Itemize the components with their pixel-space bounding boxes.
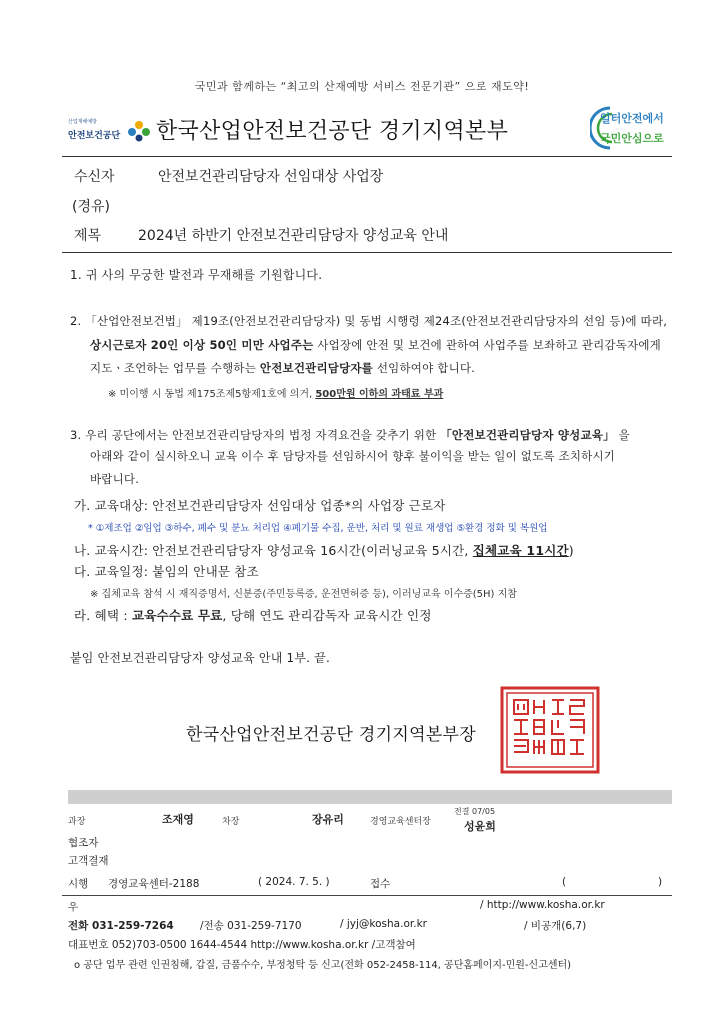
approver-3-name: 성윤희: [464, 820, 496, 833]
postal-label: 우: [68, 901, 79, 913]
receipt-paren-close: ): [658, 876, 663, 888]
seal-stamp-icon: [500, 686, 600, 774]
paragraph-3-line1-a: 3. 우리 공단에서는 안전보건관리담당자의 법정 자격요건을 갖추기 위한: [70, 428, 441, 442]
course-name: 「안전보건관리담당자 양성교육」: [440, 428, 615, 442]
item-na-a: 나. 교육시간: 안전보건관리담당자 양성교육 16시간(이러닝교육 5시간,: [74, 543, 473, 558]
penalty-amount: 500만원 이하의 과태료 부과: [315, 389, 444, 400]
footer-divider: [62, 895, 672, 896]
report-center-line: o 공단 업무 관련 인권침해, 갑질, 금품수수, 부정청탁 등 신고(전화 052-2458-114, 공단홈페이지-민원-신고센터): [74, 960, 572, 971]
item-ra-a: 라. 혜택 :: [74, 608, 132, 623]
logo-subtitle: 산업재해예방: [68, 119, 97, 125]
subject-divider: [62, 252, 672, 253]
cross-logo-icon: [126, 120, 152, 142]
paragraph-1: 1. 귀 사의 무궁한 발전과 무재해를 기원합니다.: [70, 268, 323, 282]
item-ga-target: 가. 교육대상: 안전보건관리담당자 선임대상 업종*의 사업장 근로자: [74, 498, 446, 513]
sender-name: 한국산업안전보건공단 경기지역본부장: [186, 725, 476, 745]
execution-date: ( 2024. 7. 5. ): [258, 876, 330, 888]
badge-line2: 국민안심으로: [600, 132, 664, 145]
paragraph-3-line3: 바랍니다.: [90, 472, 140, 486]
receipt-paren-open: (: [562, 876, 567, 888]
representative-line: 대표번호 052)703-0500 1644-4544 http://www.kosha.or.kr /고객참여: [68, 939, 416, 951]
approval-bar: [68, 790, 672, 804]
item-da-schedule: 다. 교육일정: 붙임의 안내문 참조: [74, 564, 259, 579]
kosha-logo: [68, 118, 156, 144]
paragraph-2-line2-rest: 사업장에 안전 및 보건에 관하여 사업주를 보좌하고 관리감독자에게: [313, 338, 661, 352]
paragraph-3-line2: 아래와 같이 실시하오니 교육 이수 후 담당자를 선임하시어 향후 불이익을 받는 일이 없도록 조치하시기: [90, 449, 616, 463]
approver-3-title: 경영교육센터장: [370, 817, 431, 827]
disclosure-status: / 비공개(6,7): [524, 920, 587, 932]
execution-number: 경영교육센터-2188: [108, 878, 200, 890]
item-na-c: ): [568, 543, 574, 558]
documents-note: ※ 집체교육 참석 시 재직증명서, 신분증(주민등록증, 운전면허증 등), 이러닝교육 이수증(5H) 지참: [90, 589, 517, 600]
via-label: (경유): [72, 199, 110, 215]
industry-list-note: * ①제조업 ②임업 ③하수, 폐수 및 분뇨 처리업 ④폐기물 수집, 운반, 처리 및 원료 재생업 ⑤환경 정화 및 복원업: [88, 523, 548, 534]
offline-hours: 집체교육 11시간: [472, 543, 569, 558]
recipient-value: 안전보건관리담당자 선임대상 사업장: [158, 169, 384, 185]
execution-label: 시행: [68, 878, 89, 890]
email-link[interactable]: / jyj@kosha.or.kr: [340, 918, 427, 930]
item-na-hours: [74, 541, 574, 559]
paragraph-2-line3: [90, 360, 475, 376]
final-approval-note: 전결 07/05: [454, 807, 496, 816]
employer-requirement: 상시근로자 20인 이상 50인 미만 사업주는: [90, 338, 314, 352]
paragraph-2-line3-b: 안전보건관리담당자를: [259, 361, 373, 375]
badge-line1: 일터안전에서: [600, 112, 664, 125]
recipient-label: 수신자: [74, 169, 115, 185]
item-ra-benefit: [74, 606, 432, 624]
paragraph-3-line1-c: 을: [614, 428, 630, 442]
cooperator-label: 협조자: [68, 837, 99, 849]
approver-1-title: 과장: [68, 817, 86, 827]
approver-1-name: 조재영: [162, 813, 194, 826]
penalty-note-a: ※ 미이행 시 동법 제175조제5항제1호에 의거,: [108, 389, 316, 400]
subject-label: 제목: [74, 228, 102, 244]
receipt-label: 접수: [370, 878, 391, 890]
free-fee: 교육수수료 무료: [131, 608, 223, 623]
fax-number: /전송 031-259-7170: [200, 920, 302, 932]
approver-2-name: 장유리: [312, 813, 344, 826]
paragraph-2-line3-a: 지도ㆍ조언하는 업무를 수행하는: [90, 361, 260, 375]
item-ra-c: , 당해 연도 관리감독자 교육시간 인정: [222, 608, 432, 623]
slogan: 국민과 함께하는 “최고의 산재예방 서비스 전문기관” 으로 재도약!: [194, 80, 530, 93]
phone-text: 전화 031-259-7264: [68, 920, 174, 932]
paragraph-2-line2: [90, 337, 661, 353]
attachment-line: 붙임 안전보건관리담당자 양성교육 안내 1부. 끝.: [70, 651, 330, 665]
paragraph-3-line1: [70, 427, 630, 443]
subject-value: 2024년 하반기 안전보건관리담당자 양성교육 안내: [138, 228, 449, 244]
penalty-note: [108, 385, 443, 400]
header-divider: [62, 156, 672, 157]
official-seal: [500, 686, 600, 774]
homepage-link[interactable]: / http://www.kosha.or.kr: [480, 899, 605, 911]
safety-slogan-badge: [590, 104, 670, 152]
paragraph-2-line1: 2. 「산업안전보건법」 제19조(안전보건관리담당자) 및 동법 시행령 제24조(안전보건관리담당자의 선임 등)에 따라,: [70, 314, 668, 328]
approver-2-title: 차장: [222, 817, 240, 827]
logo-name: 안전보건공단: [68, 131, 121, 141]
phone-number: [68, 918, 174, 933]
paragraph-2-line3-c: 선임하여야 합니다.: [373, 361, 476, 375]
customer-approval-label: 고객결재: [68, 855, 109, 867]
organization-title: 한국산업안전보건공단 경기지역본부: [156, 119, 509, 144]
